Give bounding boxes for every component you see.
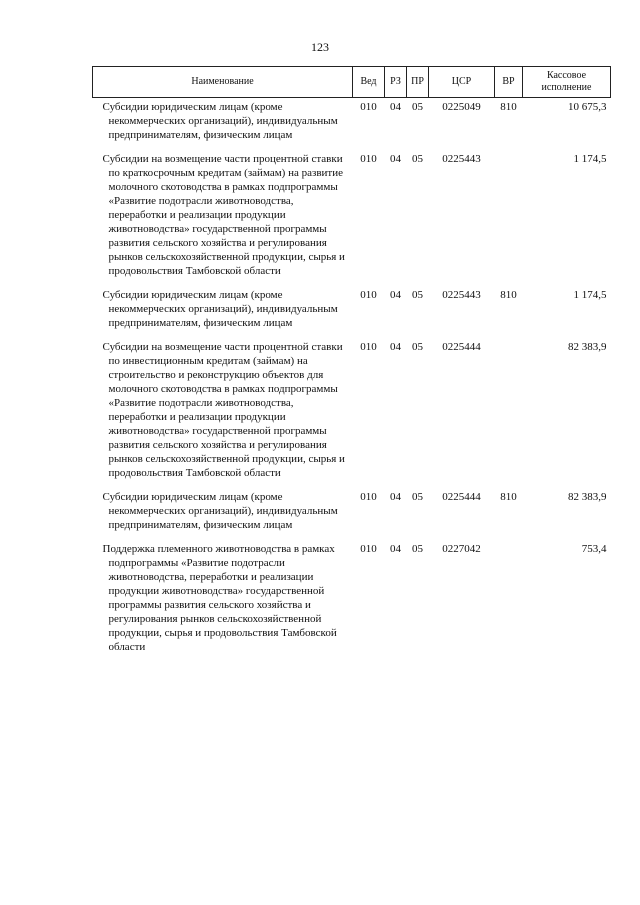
row-pr: 05	[412, 491, 423, 503]
row-amount: 10 675,3	[568, 101, 607, 113]
row-amount: 82 383,9	[568, 341, 607, 353]
row-name: Поддержка племенного животноводства в рамках подпрограммы «Развитие подотрасли животноводства, переработки и реализации продукции животноводства» государственной программы развития сельского хозяйства и регулирования рынков сельскохозяйственной продукции, сырья и продовольствия Тамбовской области	[102, 543, 337, 653]
row-pr: 05	[412, 341, 423, 353]
row-ved: 010	[360, 543, 377, 555]
row-csr: 0225444	[442, 491, 481, 503]
row-ved: 010	[360, 341, 377, 353]
row-name: Субсидии юридическим лицам (кроме некоммерческих организаций), индивидуальным предпринимателям, физическим лицам	[102, 289, 338, 329]
row-name: Субсидии юридическим лицам (кроме некоммерческих организаций), индивидуальным предпринимателям, физическим лицам	[102, 101, 338, 141]
row-csr: 0225443	[442, 153, 481, 165]
row-name: Субсидии на возмещение части процентной ставки по инвестиционным кредитам (займам) на строительство и реконструкцию объектов для молочного скотоводства в рамках подпрограммы «Развитие подотрасли животноводства, переработки и реализации продукции животноводства» государственной программы развития сельского хозяйства и регулирования рынков сельскохозяйственной продукции, сырья и продовольствия Тамбовской области	[102, 341, 345, 479]
row-ved: 010	[360, 491, 377, 503]
row-rz: 04	[390, 289, 401, 301]
row-ved: 010	[360, 153, 377, 165]
row-vr: 810	[500, 491, 517, 503]
table-row	[93, 98, 611, 151]
row-pr: 05	[412, 543, 423, 555]
row-vr	[495, 540, 523, 662]
budget-execution-table	[92, 66, 611, 662]
row-rz: 04	[390, 101, 401, 113]
row-rz: 04	[390, 153, 401, 165]
row-pr: 05	[412, 153, 423, 165]
row-amount: 1 174,5	[573, 289, 607, 301]
table-row	[93, 488, 611, 540]
row-rz: 04	[390, 543, 401, 555]
row-vr	[495, 338, 523, 488]
header-ved: Вед	[353, 67, 385, 98]
row-pr: 05	[412, 101, 423, 113]
row-ved: 010	[360, 101, 377, 113]
row-amount: 1 174,5	[573, 153, 607, 165]
table-row	[93, 286, 611, 338]
header-amount: Кассовое исполнение	[523, 67, 611, 98]
page-number: 123	[311, 40, 329, 54]
row-vr: 810	[500, 289, 517, 301]
table-row	[93, 540, 611, 662]
header-rz: РЗ	[385, 67, 407, 98]
row-csr: 0225443	[442, 289, 481, 301]
row-vr	[495, 150, 523, 286]
table-row	[93, 150, 611, 286]
row-amount: 753,4	[581, 543, 607, 555]
row-name: Субсидии на возмещение части процентной ставки по краткосрочным кредитам (займам) на развитие молочного скотоводства в рамках подпрограммы «Развитие подотрасли животноводства, переработки и реализации продукции животноводства» государственной программы развития сельского хозяйства и регулирования рынков сельскохозяйственной продукции, сырья и продовольствия Тамбовской области	[102, 153, 345, 277]
row-pr: 05	[412, 289, 423, 301]
row-ved: 010	[360, 289, 377, 301]
row-csr: 0227042	[442, 543, 481, 555]
row-amount: 82 383,9	[568, 491, 607, 503]
row-rz: 04	[390, 341, 401, 353]
header-vr: ВР	[495, 67, 523, 98]
row-name: Субсидии юридическим лицам (кроме некоммерческих организаций), индивидуальным предпринимателям, физическим лицам	[102, 491, 338, 531]
row-rz: 04	[390, 491, 401, 503]
row-csr: 0225049	[442, 101, 481, 113]
header-csr: ЦСР	[429, 67, 495, 98]
table-row	[93, 338, 611, 488]
table-header	[93, 67, 611, 98]
row-vr: 810	[500, 101, 517, 113]
row-csr: 0225444	[442, 341, 481, 353]
header-pr: ПР	[407, 67, 429, 98]
header-name: Наименование	[93, 67, 353, 98]
